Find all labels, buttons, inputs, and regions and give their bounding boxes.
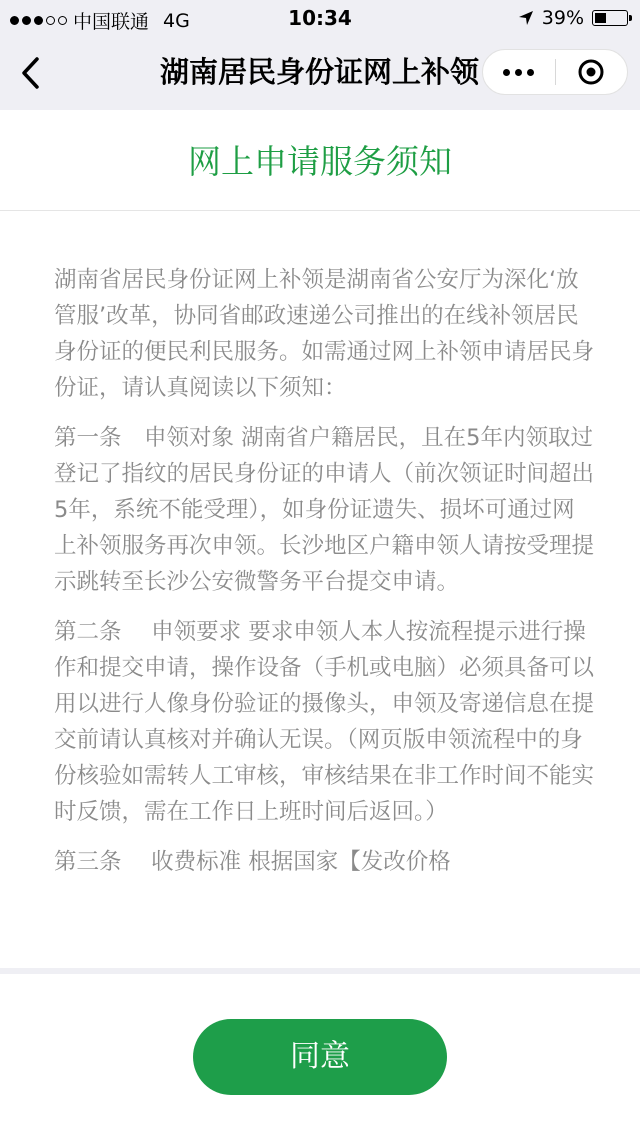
location-arrow-icon xyxy=(518,10,534,26)
status-bar xyxy=(0,0,640,36)
nav-bar xyxy=(0,36,640,110)
clock: 10:34 xyxy=(288,6,352,30)
mini-program-capsule xyxy=(482,49,628,95)
notice-article-1: 第一条 申领对象 湖南省户籍居民，且在5年内领取过登记了指纹的居民身份证的申请人（前次领证时间超出5年，系统不能受理），如身份证遗失、损坏可通过网上补领服务再次申领。长沙地区户籍申领人请按受理提示跳转至长沙公安微警务平台提交申请。 xyxy=(54,425,595,595)
more-button[interactable] xyxy=(483,50,555,94)
status-right xyxy=(518,7,628,29)
battery-icon xyxy=(592,10,628,26)
target-circle-icon xyxy=(577,58,605,86)
back-button[interactable] xyxy=(8,49,52,97)
close-mini-program-button[interactable] xyxy=(556,50,628,94)
agree-button[interactable]: 同意 xyxy=(193,1019,447,1095)
notice-content xyxy=(54,262,594,894)
bottom-divider xyxy=(0,968,640,974)
carrier-name: 中国联通 xyxy=(73,11,150,33)
notice-intro: 湖南省居民身份证网上补领是湖南省公安厅为深化‘放管服’改革，协同省邮政速递公司推出的在线补领居民身份证的便民利民服务。如需通过网上补领申请居民身份证，请认真阅读以下须知： xyxy=(54,267,595,401)
battery-percent: 39% xyxy=(541,7,584,29)
network-type: 4G xyxy=(163,9,190,32)
more-dots-icon xyxy=(503,69,534,76)
title-divider xyxy=(0,210,640,211)
nav-title: 湖南居民身份证网上补领 xyxy=(160,55,480,89)
page-title: 网上申请服务须知 xyxy=(188,142,452,181)
chevron-left-icon xyxy=(19,56,41,90)
notice-article-2: 第二条 申领要求 要求申领人本人按流程提示进行操作和提交申请，操作设备（手机或电脑）必须具备可以用以进行人像身份验证的摄像头，申领及寄递信息在提交前请认真核对并确认无误。（网页版申领流程中的身份核验如需转人工审核，审核结果在非工作时间不能实时反馈，需在工作日上班时间后返回。） xyxy=(54,619,595,825)
battery-fill xyxy=(595,13,606,23)
notice-article-3: 第三条 收费标准 根据国家【发改价格 xyxy=(54,849,451,875)
